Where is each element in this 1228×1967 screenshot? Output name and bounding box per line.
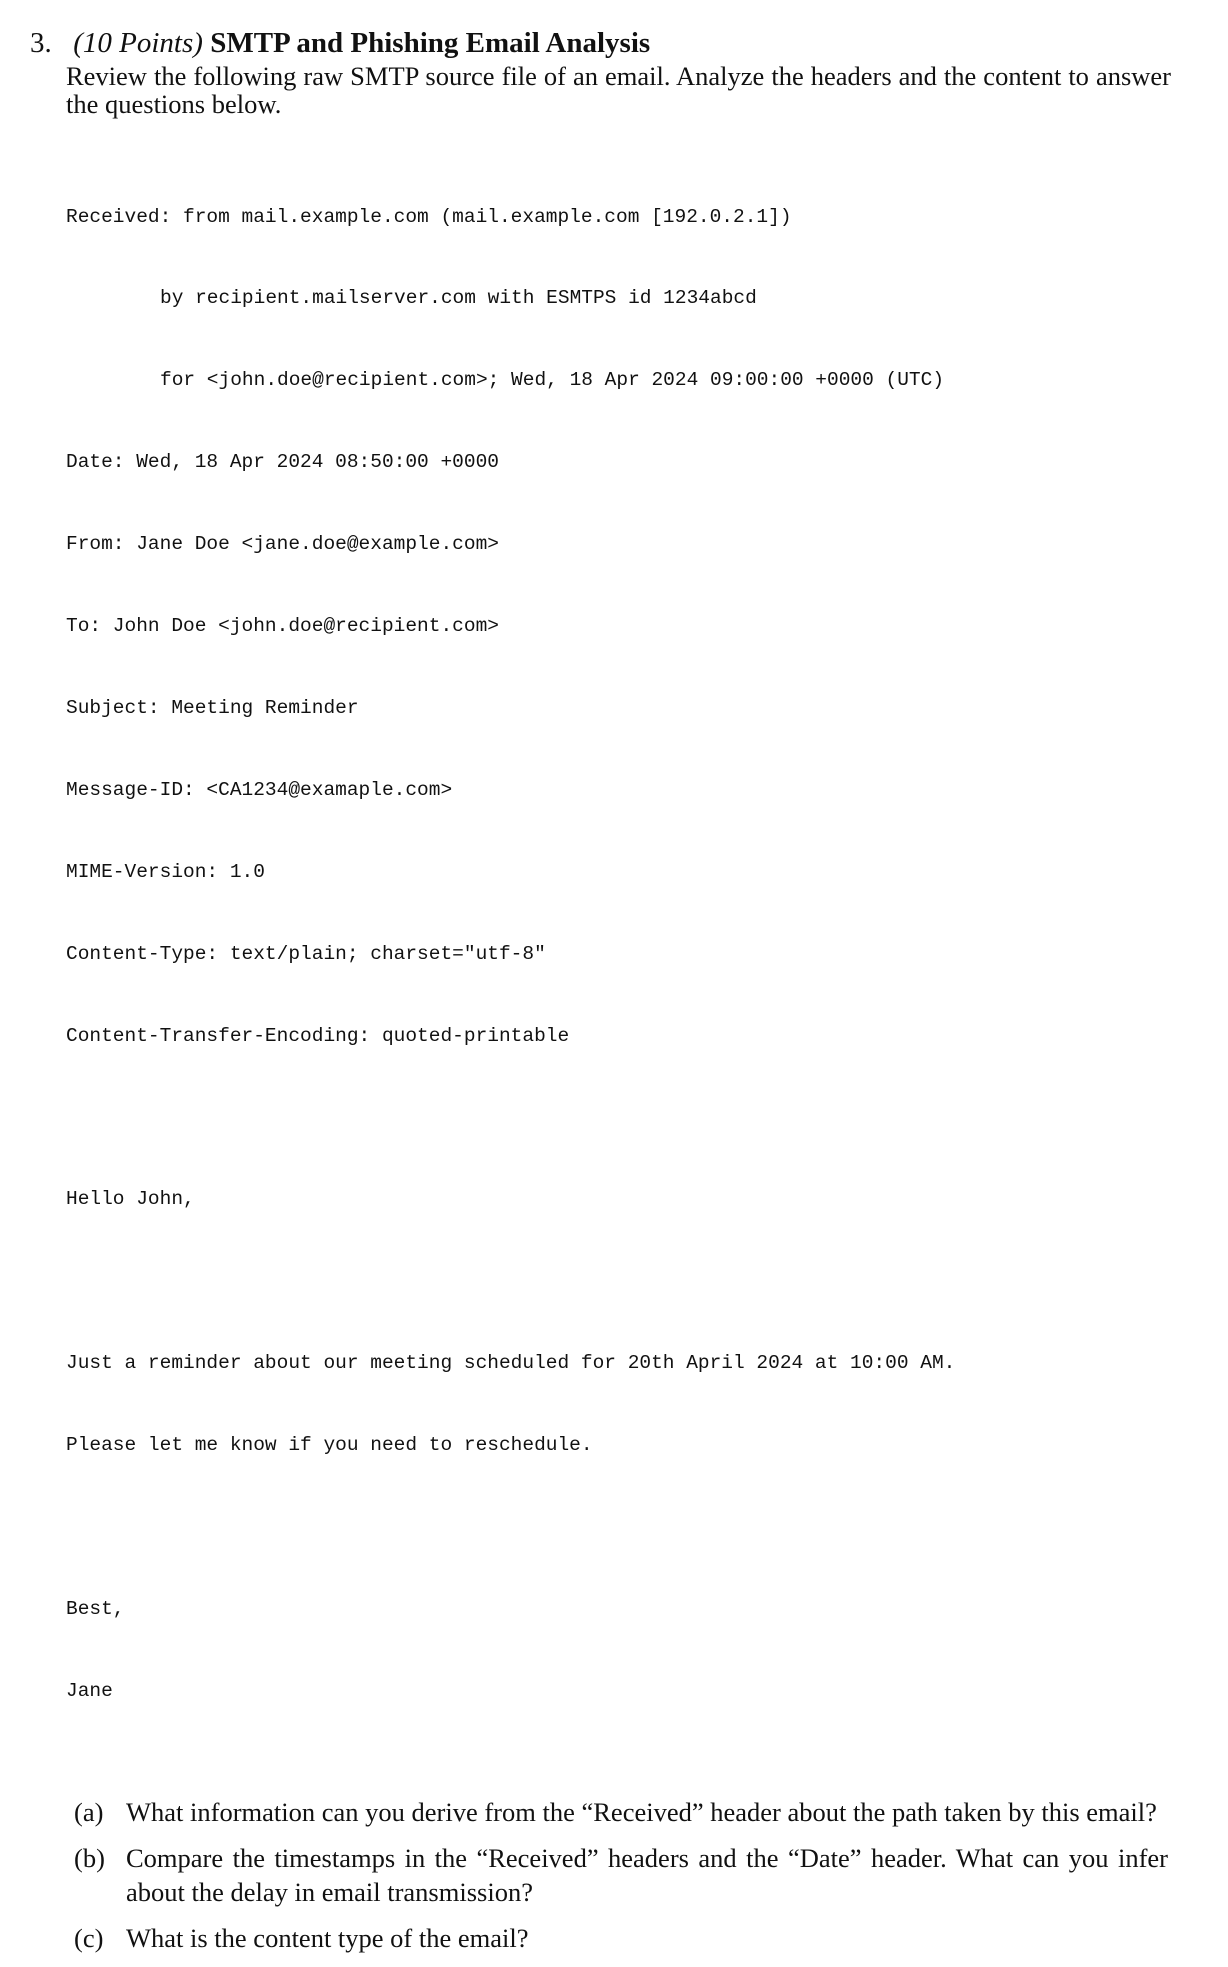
transfer-encoding-header: Content-Transfer-Encoding: quoted-printable — [66, 1024, 570, 1047]
content-type-header: Content-Type: text/plain; charset="utf-8" — [66, 942, 546, 965]
question-label: (a) — [74, 1796, 104, 1827]
problem-intro: Review the following raw SMTP source file of an email. Analyze the headers and the content to answer the questions below. — [66, 61, 1171, 119]
problem-heading — [30, 24, 1180, 62]
blank-line — [66, 1514, 1180, 1541]
blank-line — [66, 1268, 1180, 1295]
question-b — [74, 1841, 1168, 1909]
subject-header: Subject: Meeting Reminder — [66, 696, 359, 719]
problem-title: SMTP and Phishing Email Analysis — [210, 27, 651, 59]
mime-version-header: MIME-Version: 1.0 — [66, 860, 265, 883]
received-header-continuation: for <john.doe@recipient.com>; Wed, 18 Apr 2024 09:00:00 +0000 (UTC) — [160, 369, 945, 392]
question-label: (c) — [74, 1922, 104, 1953]
question-list — [74, 1795, 1168, 1955]
email-body-line: Please let me know if you need to reschedule. — [66, 1433, 593, 1456]
question-a — [74, 1795, 1168, 1829]
received-header-line: Received: from mail.example.com (mail.example.com [192.0.2.1]) — [66, 205, 792, 228]
message-id-header: Message-ID: <CA1234@examaple.com> — [66, 778, 453, 801]
from-header: From: Jane Doe <jane.doe@example.com> — [66, 533, 499, 556]
email-closing: Best, — [66, 1597, 125, 1620]
email-body-line: Just a reminder about our meeting scheduled for 20th April 2024 at 10:00 AM. — [66, 1352, 956, 1375]
to-header: To: John Doe <john.doe@recipient.com> — [66, 615, 499, 638]
received-header-continuation: by recipient.mailserver.com with ESMTPS id 1234abcd — [160, 287, 757, 310]
question-text: Compare the timestamps in the “Received” headers and the “Date” header. What can you infer about the delay in email transmission? — [126, 1842, 1168, 1907]
email-signature: Jane — [66, 1679, 113, 1702]
problem-3 — [30, 24, 1180, 1967]
question-label: (b) — [74, 1842, 105, 1873]
problem-points: (10 Points) — [73, 27, 203, 59]
blank-line — [66, 1104, 1180, 1131]
question-text: What is the content type of the email? — [126, 1922, 529, 1953]
smtp-source — [66, 149, 1180, 1760]
date-header: Date: Wed, 18 Apr 2024 08:50:00 +0000 — [66, 451, 499, 474]
problem-number: 3. — [30, 27, 52, 59]
question-c — [74, 1921, 1168, 1955]
question-text: What information can you derive from the “Received” header about the path taken by this email? — [126, 1796, 1157, 1827]
email-greeting: Hello John, — [66, 1188, 195, 1211]
